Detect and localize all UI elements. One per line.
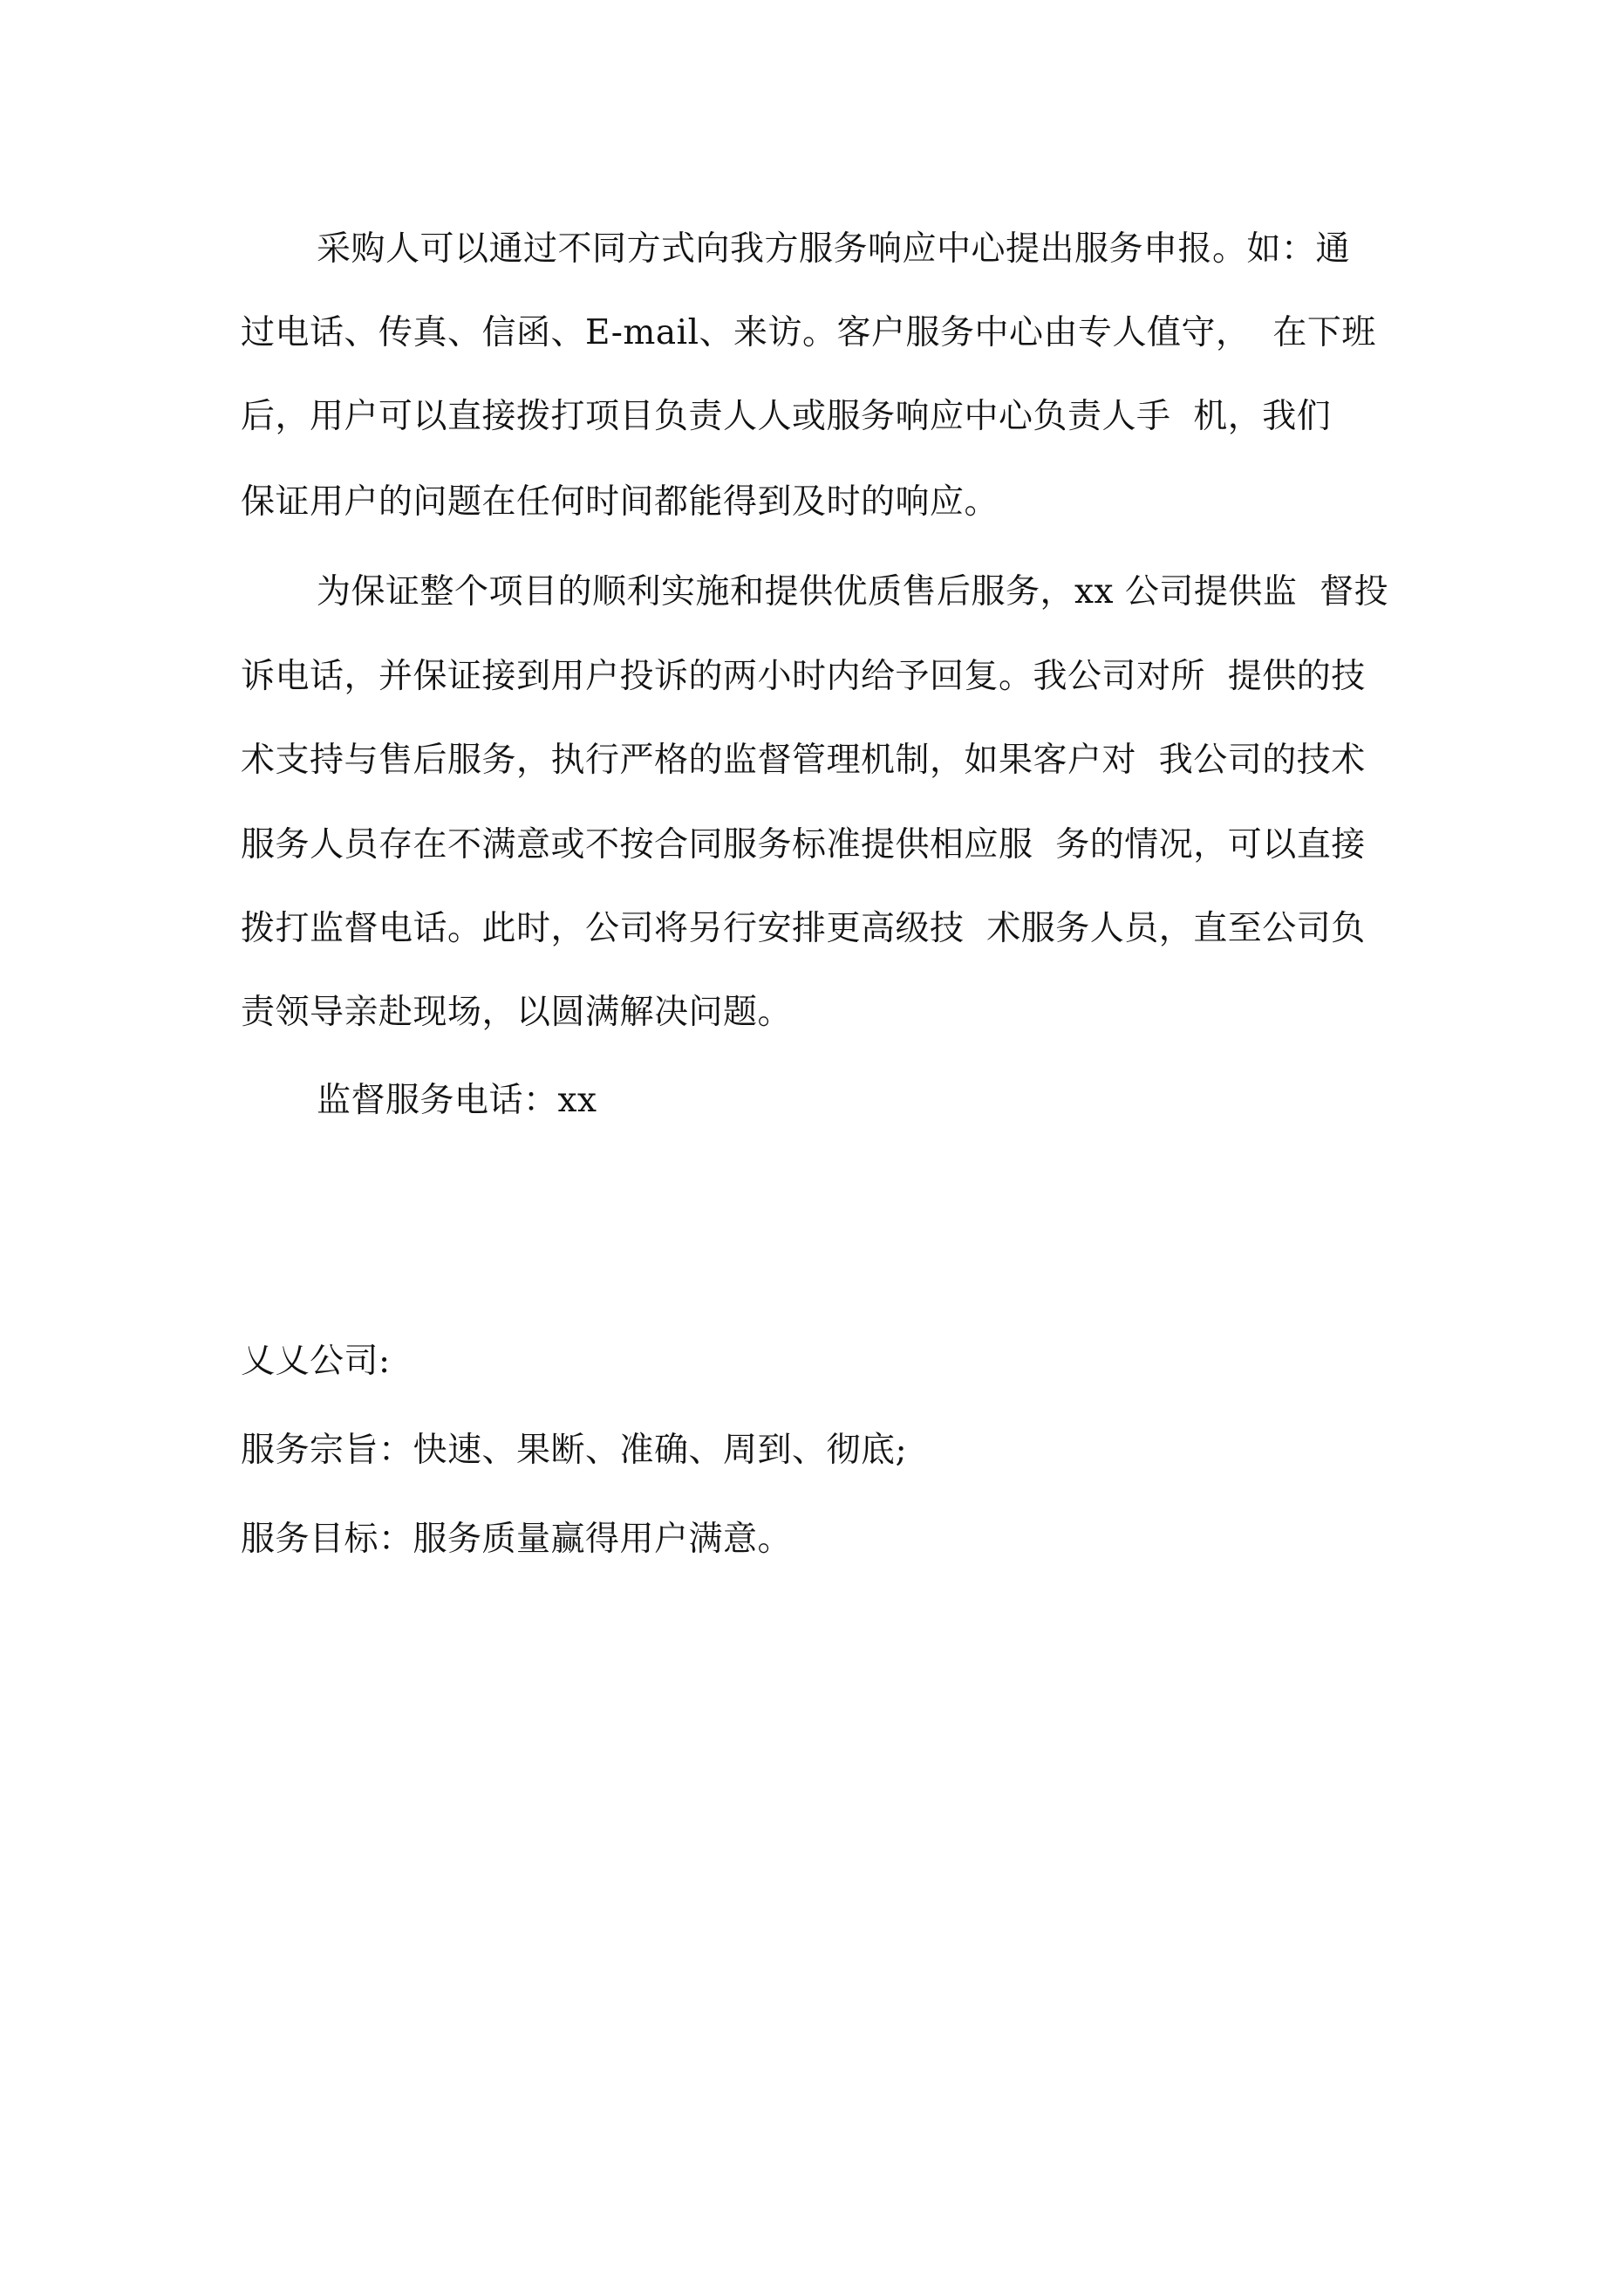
paragraph-1-line-3: 后，用户可以直接拨打项目负责人人或服务响应中心负责人手 机，我们	[241, 397, 1332, 436]
paragraph-2-line-4: 服务人员存在不满意或不按合同服务标准提供相应服 务的情况，可以直接	[241, 825, 1366, 864]
paragraph-2-line-1: 为保证整个项目的顺利实施和提供优质售后服务，xx 公司提供监 督投	[317, 572, 1389, 612]
paragraph-2-line-2: 诉电话，并保证接到用户投诉的两小时内给予回复。我公司对所 提供的技	[241, 657, 1366, 696]
paragraph-2-line-3: 术支持与售后服务，执行严格的监督管理机制，如果客户对 我公司的技术	[241, 741, 1366, 780]
company-name-line: 乂乂公司:	[241, 1342, 391, 1381]
paragraph-1-line-1: 采购人可以通过不同方式向我方服务响应中心提出服务申报。如：通	[317, 229, 1351, 269]
service-tenet-line: 服务宗旨：快速、果断、准确、周到、彻底;	[241, 1431, 908, 1470]
paragraph-1-line-4: 保证用户的问题在任何时间都能得到及时的响应。	[241, 482, 999, 522]
paragraph-2-line-6: 责领导亲赴现场，以圆满解决问题。	[241, 993, 793, 1032]
service-goal-line: 服务目标：服务质量赢得用户满意。	[241, 1520, 793, 1559]
paragraph-2-line-5: 拨打监督电话。此时，公司将另行安排更高级技 术服务人员，直至公司负	[241, 909, 1366, 948]
supervision-phone-line: 监督服务电话：xx	[317, 1081, 597, 1120]
paragraph-1-line-2: 过电话、传真、信函、E-mail、来访。客户服务中心由专人值守， 在下班	[241, 313, 1376, 352]
